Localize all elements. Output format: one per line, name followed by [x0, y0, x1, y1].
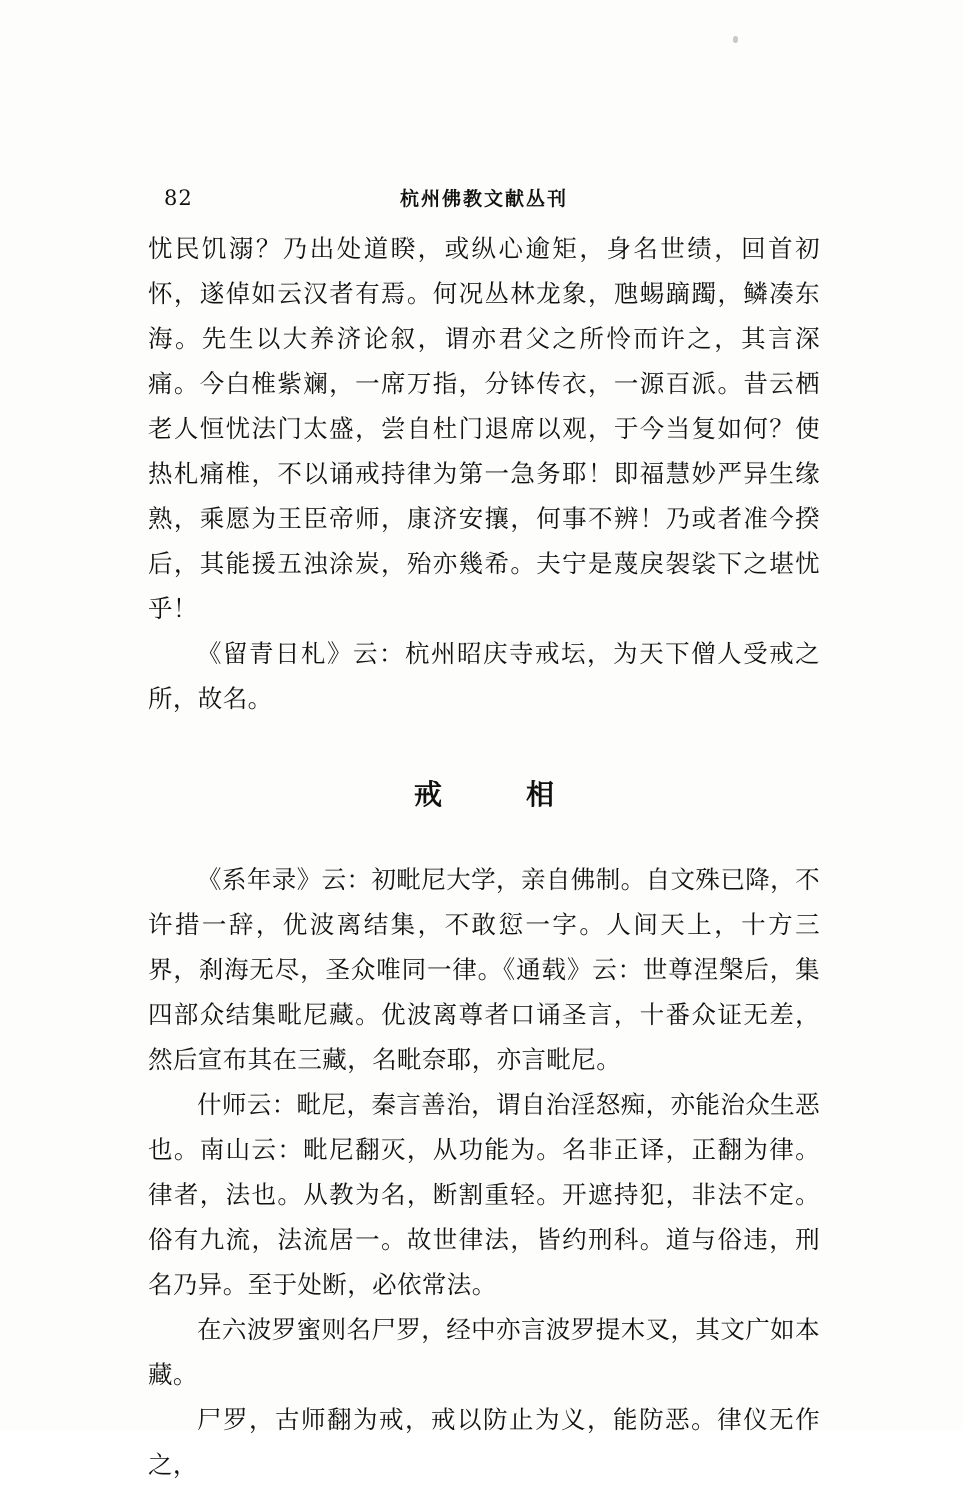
- page-number: 82: [164, 186, 193, 210]
- section-heading: 戒 相: [413, 778, 582, 811]
- running-title: 杭州佛教文献丛刊: [399, 188, 568, 210]
- running-head: [148, 180, 820, 226]
- paragraph-2: 《留青日札》云：杭州昭庆寺戒坛，为天下僧人受戒之所，故名。: [148, 639, 820, 713]
- paragraph-4: 什师云：毗尼，秦言善治，谓自治淫怒痴，亦能治众生恶也。南山云：毗尼翻灭，从功能为。名非正译，正翻为律。律者，法也。从教为名，断割重轻。开遮持犯，非法不定。俗有九流，法流居一。故世律法，皆约刑科。道与俗违，刑名乃异。至于处断，必依常法。: [148, 1090, 820, 1299]
- scan-speck: [733, 36, 738, 43]
- paragraph-1: 忧民饥溺？乃出处道睽，或纵心逾矩，身名世绩，回首初怀，遂倬如云汉者有焉。何况丛林龙象，虺蜴蹢躅，鳞凑东海。先生以大养济论叙，谓亦君父之所怜而许之，其言深痛。今白椎紫斓，一席万指，分钵传衣，一源百派。昔云栖老人恒忧法门太盛，尝自杜门退席以观，于今当复如何？使热札痛椎，不以诵戒持律为第一急务耶！即福慧妙严异生缘熟，乘愿为王臣帝师，康济安攘，何事不辨！乃或者准今揆后，其能援五浊涂炭，殆亦幾希。夫宁是蔑戾袈裟下之堪忧乎！: [148, 234, 820, 623]
- paragraph-5: 在六波罗蜜则名尸罗，经中亦言波罗提木叉，其文广如本藏。: [148, 1315, 820, 1389]
- paragraph-3: 《系年录》云：初毗尼大学，亲自佛制。自文殊已降，不许措一辞，优波离结集，不敢愆一字。人间天上，十方三界，刹海无尽，圣众唯同一律。《通载》云：世尊涅槃后，集四部众结集毗尼藏。优波离尊者口诵圣言，十番众证无差，然后宣布其在三藏，名毗奈耶，亦言毗尼。: [148, 865, 820, 1074]
- paragraph-6: 尸罗，古师翻为戒，戒以防止为义，能防恶。律仪无作之，: [148, 1405, 820, 1479]
- page-content: [148, 180, 820, 1487]
